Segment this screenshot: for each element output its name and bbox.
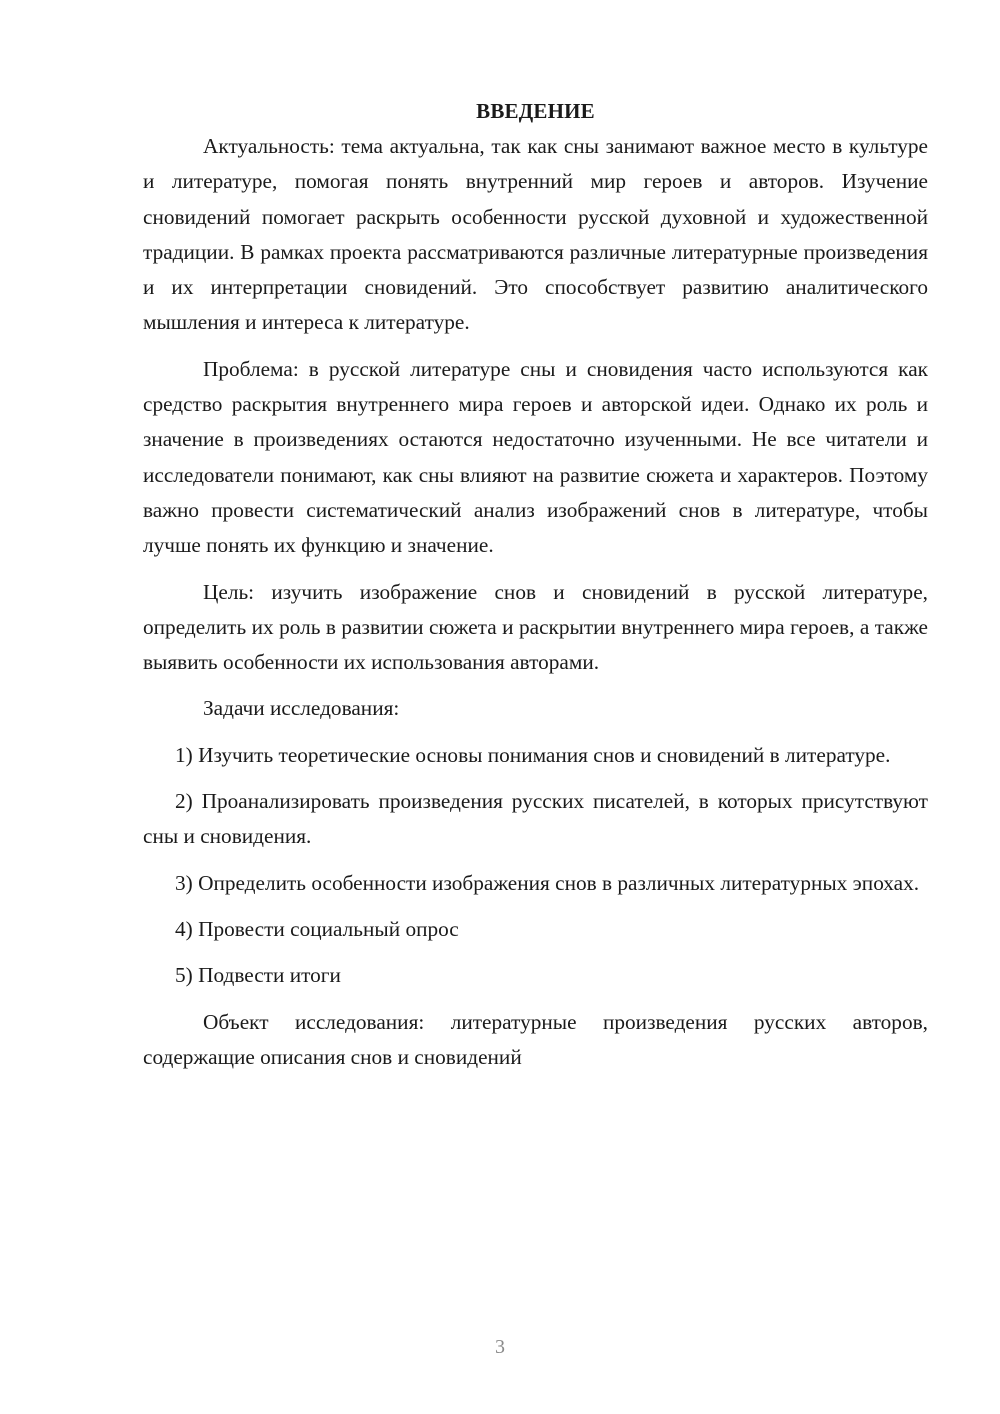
task-item-4: 4) Провести социальный опрос: [175, 916, 459, 941]
task-item-2: 2) Проанализировать произведения русских писателей, в которых присутствуют сны и сновидения.: [143, 789, 928, 849]
page-title: ВВЕДЕНИЕ: [476, 99, 595, 123]
tasks-heading: Задачи исследования:: [203, 696, 400, 721]
paragraph-problem: Проблема: в русской литературе сны и сновидения часто используются как средство раскрытия внутреннего мира героев и авторской идеи. Однако их роль и значение в произведениях остаются недостаточно изученными. Не все читатели и исследователи понимают, как сны влияют на развитие сюжета и характеров. Поэтому важно провести систематический анализ изображений снов в литературе, чтобы лучше понять их функцию и значение.: [143, 356, 928, 558]
task-item-5: 5) Подвести итоги: [175, 963, 341, 988]
paragraph-object: Объект исследования: литературные произведения русских авторов, содержащие описания снов и сновидений: [143, 1009, 928, 1069]
page-number: 3: [495, 1336, 505, 1358]
task-item-3: 3) Определить особенности изображения снов в различных литературных эпохах.: [175, 870, 920, 895]
paragraph-goal: Цель: изучить изображение снов и сновидений в русской литературе, определить их роль в развитии сюжета и раскрытии внутреннего мира героев, а также выявить особенности их использования авторами.: [143, 579, 928, 675]
task-item-1: 1) Изучить теоретические основы понимания снов и сновидений в литературе.: [175, 742, 891, 767]
document-page: [143, 96, 928, 1075]
paragraph-relevance: Актуальность: тема актуальна, так как сны занимают важное место в культуре и литературе, помогая понять внутренний мир героев и авторов. Изучение сновидений помогает раскрыть особенности русской духовной и художественной традиции. В рамках проекта рассматриваются различные литературные произведения и их интерпретации сновидений. Это способствует развитию аналитического мышления и интереса к литературе.: [143, 134, 928, 335]
